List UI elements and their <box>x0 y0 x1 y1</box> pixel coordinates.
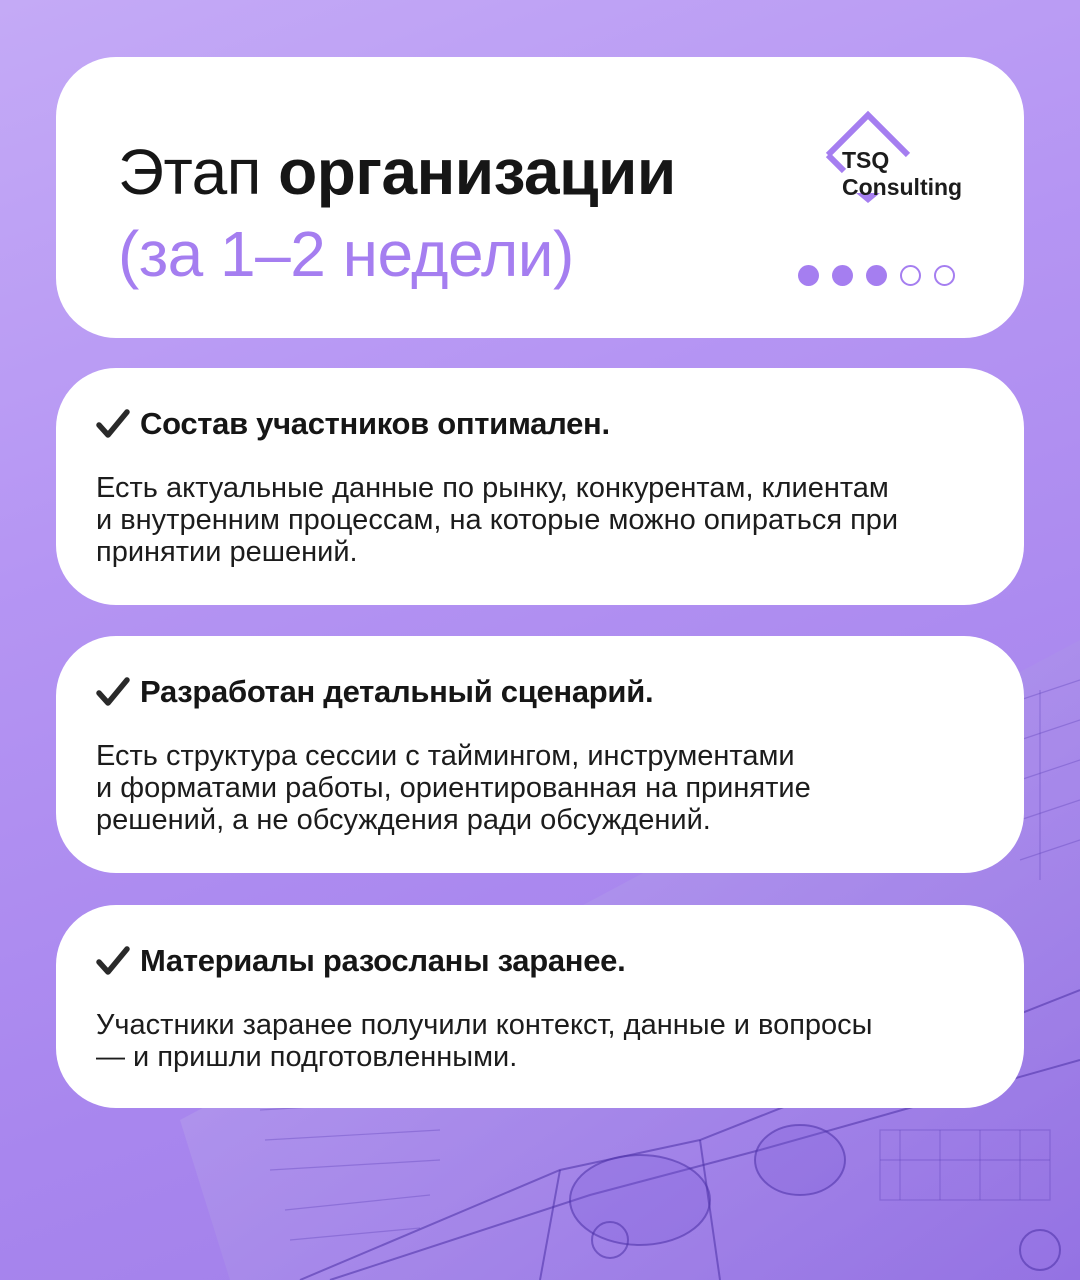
item-title: Материалы разосланы заранее. <box>140 943 626 978</box>
check-icon <box>96 677 130 707</box>
item-title: Состав участников оптимален. <box>140 406 610 441</box>
item-body-line: решений, а не обсуждения ради обсуждений. <box>96 804 711 836</box>
item-title: Разработан детальный сценарий. <box>140 674 654 709</box>
pager-dot-1 <box>798 265 819 286</box>
item-body <box>96 1009 986 1073</box>
item-body-line: Есть актуальные данные по рынку, конкурентам, клиентам <box>96 472 889 504</box>
item-body <box>96 472 986 568</box>
logo-line-1: TSQ <box>842 147 890 173</box>
pager-dot-5 <box>934 265 955 286</box>
item-body-line: Участники заранее получили контекст, данные и вопросы <box>96 1009 873 1041</box>
pager-dots <box>798 265 955 286</box>
pager-dot-4 <box>900 265 921 286</box>
pager-dot-3 <box>866 265 887 286</box>
title-regular: Этап <box>118 136 279 208</box>
logo-text <box>842 147 972 201</box>
item-body-line: и форматами работы, ориентированная на принятие <box>96 772 811 804</box>
pager-dot-2 <box>832 265 853 286</box>
item-heading <box>96 672 984 712</box>
item-card-1 <box>56 368 1024 605</box>
page-title <box>118 131 676 295</box>
item-body-line: — и пришли подготовленными. <box>96 1041 518 1073</box>
check-icon <box>96 946 130 976</box>
item-body-line: Есть структура сессии с таймингом, инструментами <box>96 740 795 772</box>
item-body <box>96 740 986 836</box>
logo-line-2: Consulting <box>842 174 963 200</box>
page-subtitle: (за 1–2 недели) <box>118 218 574 290</box>
item-body-line: принятии решений. <box>96 536 358 568</box>
item-card-3 <box>56 905 1024 1108</box>
item-heading <box>96 404 984 444</box>
item-heading <box>96 941 984 981</box>
item-body-line: и внутренним процессам, на которые можно опираться при <box>96 504 899 536</box>
title-bold: организации <box>278 136 676 208</box>
item-card-2 <box>56 636 1024 873</box>
check-icon <box>96 409 130 439</box>
